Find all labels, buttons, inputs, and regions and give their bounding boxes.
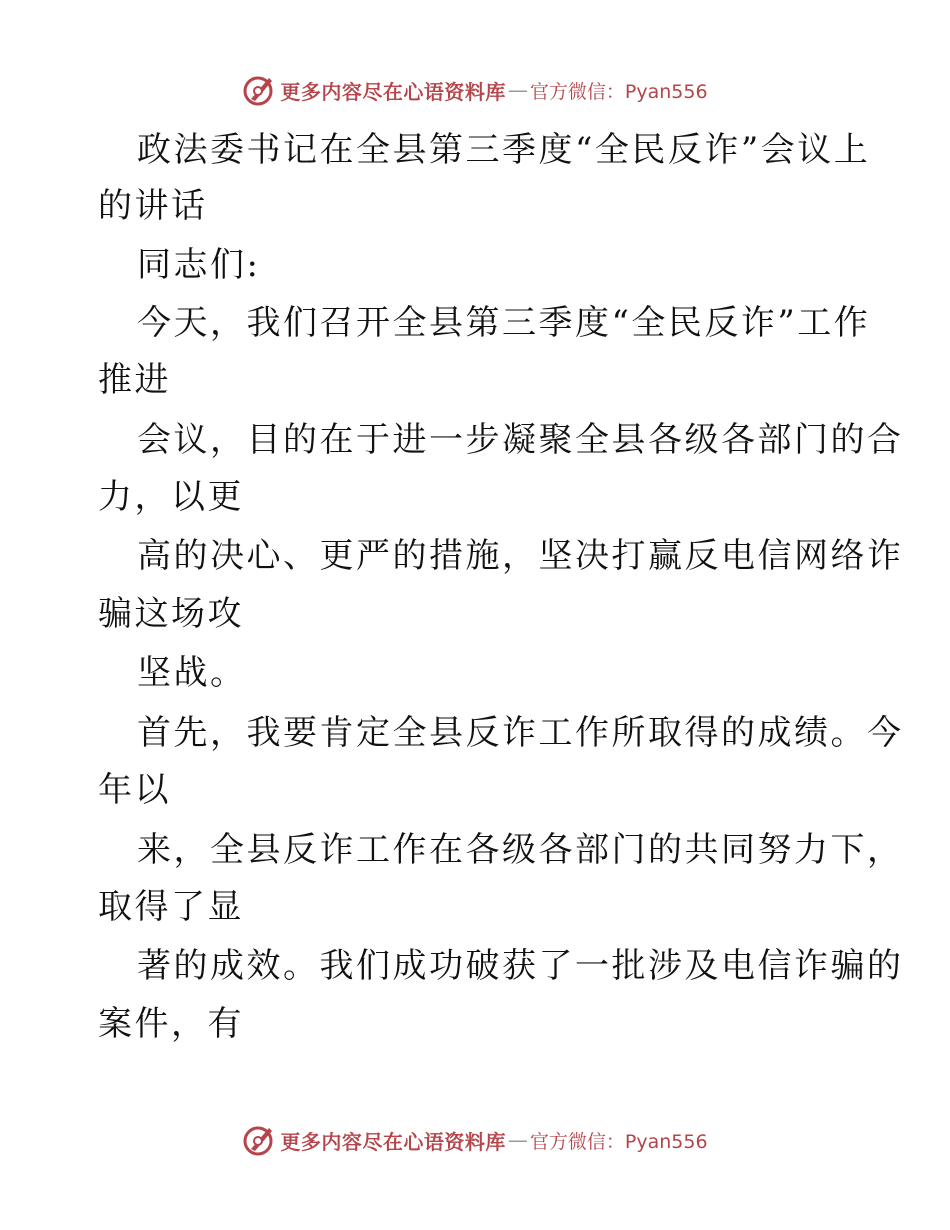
footer-contact-text: 官方微信：Pyan556 bbox=[529, 1130, 708, 1153]
header-brand-text: 更多内容尽在心语资料库 bbox=[280, 79, 506, 104]
doc-line-10: 坚战。 bbox=[137, 653, 247, 693]
doc-line-12: 年以 bbox=[98, 770, 171, 810]
doc-line-5: 推进 bbox=[98, 360, 171, 400]
footer-watermark bbox=[0, 1120, 950, 1160]
footer-brand-text: 更多内容尽在心语资料库 bbox=[280, 1129, 506, 1154]
doc-line-14: 取得了显 bbox=[98, 887, 244, 927]
footer-separator: — bbox=[507, 1128, 528, 1152]
header-separator: — bbox=[507, 78, 528, 102]
doc-line-2: 的讲话 bbox=[98, 186, 208, 226]
doc-line-15: 著的成效。我们成功破获了一批涉及电信诈骗的 bbox=[137, 946, 904, 986]
quill-logo-icon bbox=[242, 73, 276, 107]
doc-line-4: 今天，我们召开全县第三季度“全民反诈”工作 bbox=[137, 303, 871, 343]
doc-line-11: 首先，我要肯定全县反诈工作所取得的成绩。今 bbox=[137, 713, 904, 753]
doc-line-16: 案件，有 bbox=[98, 1004, 244, 1044]
header-contact-text: 官方微信：Pyan556 bbox=[529, 80, 708, 103]
doc-line-13: 来，全县反诈工作在各级各部门的共同努力下， bbox=[137, 830, 904, 870]
header-watermark bbox=[0, 70, 950, 110]
doc-line-3: 同志们: bbox=[137, 245, 261, 285]
doc-line-1: 政法委书记在全县第三季度“全民反诈”会议上 bbox=[137, 130, 871, 170]
doc-line-6: 会议，目的在于进一步凝聚全县各级各部门的合 bbox=[137, 420, 904, 460]
doc-line-9: 骗这场攻 bbox=[98, 594, 244, 634]
doc-line-8: 高的决心、更严的措施，坚决打赢反电信网络诈 bbox=[137, 536, 904, 576]
quill-logo-icon bbox=[242, 1123, 276, 1157]
doc-line-7: 力，以更 bbox=[98, 477, 244, 517]
